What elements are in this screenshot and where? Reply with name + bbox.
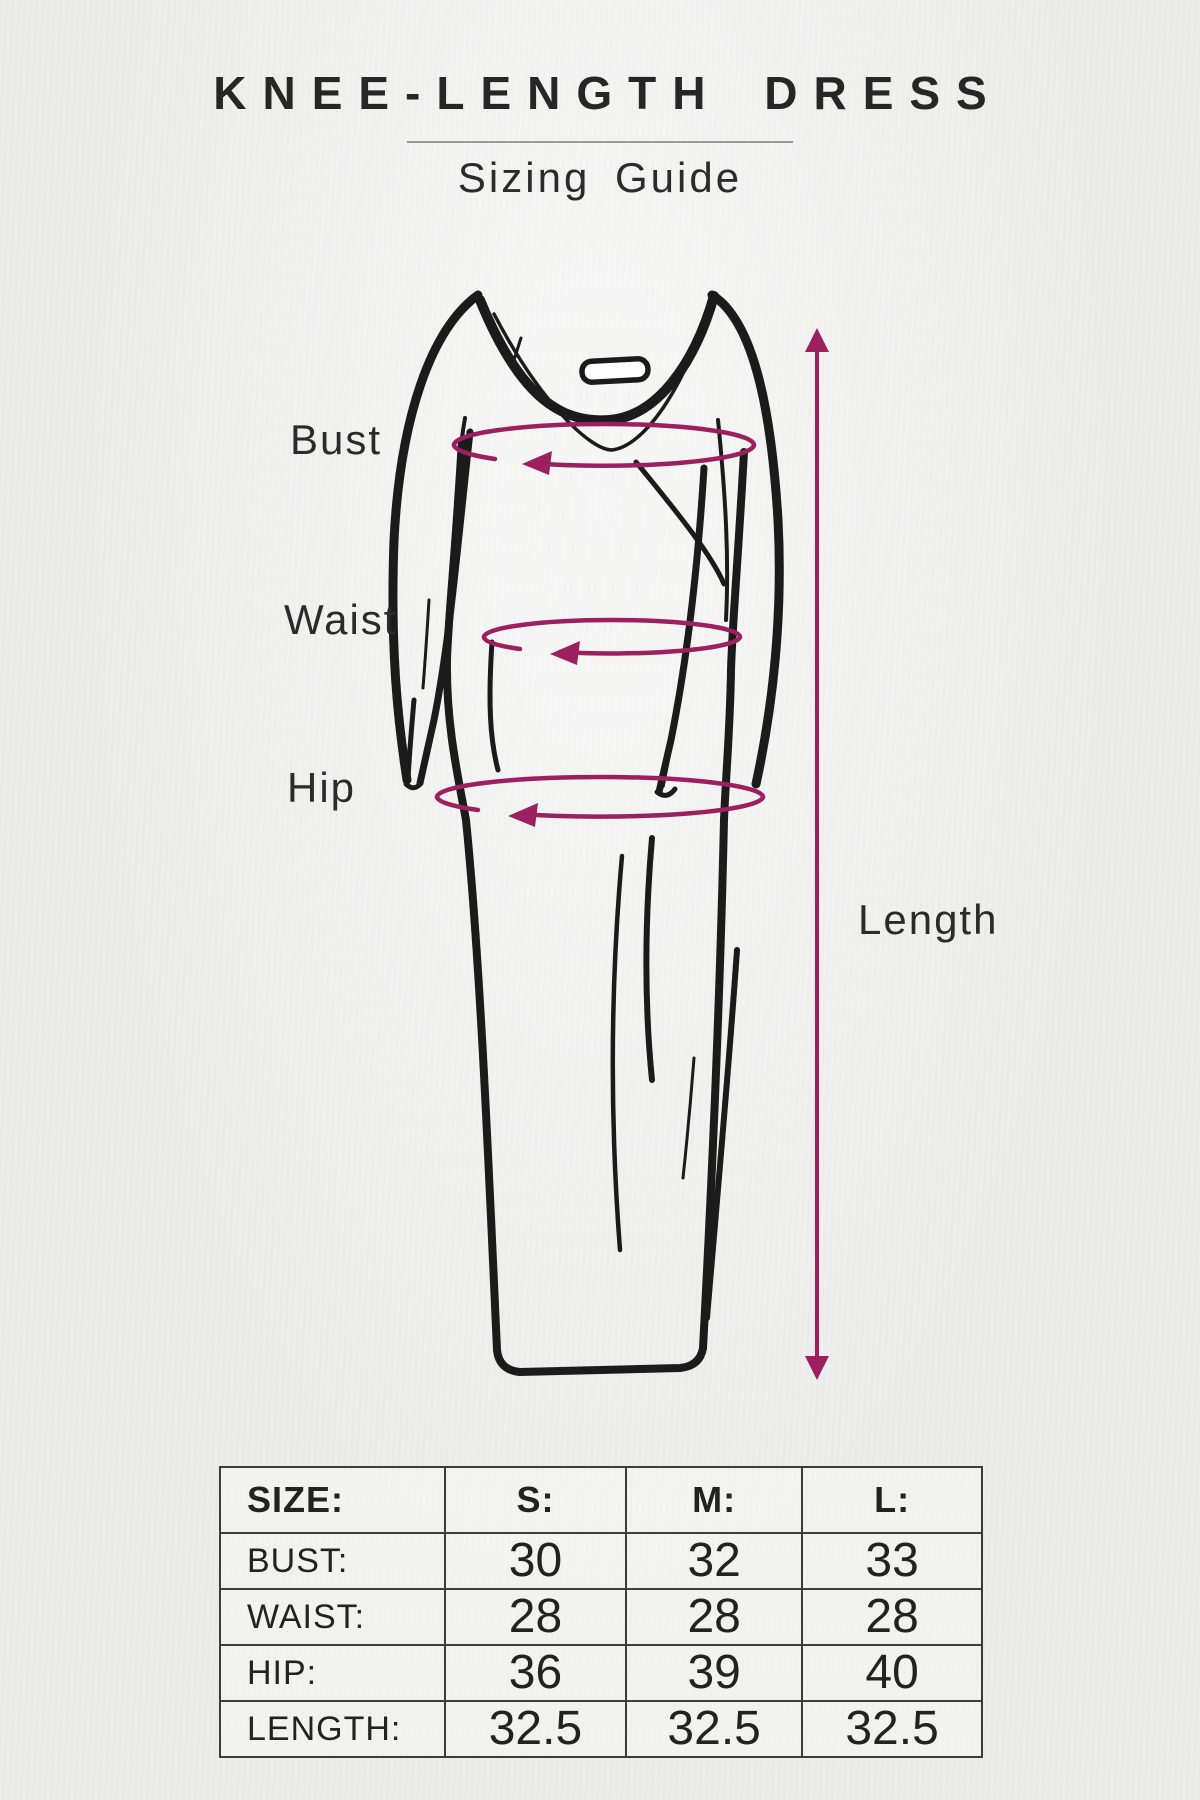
row-label-bust: BUST: <box>220 1533 445 1589</box>
bust-m-value: 32 <box>626 1533 802 1589</box>
waist-label: Waist <box>284 596 398 643</box>
row-label-length: LENGTH: <box>220 1701 445 1757</box>
hanger-tab <box>581 358 648 382</box>
size-table-header-m: M: <box>626 1467 802 1533</box>
length-m-value: 32.5 <box>626 1701 802 1757</box>
row-label-hip: HIP: <box>220 1645 445 1701</box>
hip-m-value: 39 <box>626 1645 802 1701</box>
waist-l-value: 28 <box>802 1589 982 1645</box>
table-row-waist <box>220 1589 982 1645</box>
size-table <box>219 1466 983 1758</box>
table-row-length <box>220 1701 982 1757</box>
size-table-header-l: L: <box>802 1467 982 1533</box>
size-table-header-size: SIZE: <box>220 1467 445 1533</box>
bust-l-value: 33 <box>802 1533 982 1589</box>
waist-s-value: 28 <box>445 1589 626 1645</box>
hip-s-value: 36 <box>445 1645 626 1701</box>
page-title: KNEE-LENGTH DRESS <box>213 67 1003 119</box>
bust-label: Bust <box>290 416 383 463</box>
waist-m-value: 28 <box>626 1589 802 1645</box>
row-label-waist: WAIST: <box>220 1589 445 1645</box>
table-row-hip <box>220 1645 982 1701</box>
length-measure-arrow <box>805 328 829 1380</box>
table-row-bust <box>220 1533 982 1589</box>
hip-measure-arrow <box>437 777 763 827</box>
bust-s-value: 30 <box>445 1533 626 1589</box>
hip-label: Hip <box>287 764 357 811</box>
length-s-value: 32.5 <box>445 1701 626 1757</box>
size-table-header-row <box>220 1467 982 1533</box>
waist-measure-arrow <box>484 620 740 665</box>
length-l-value: 32.5 <box>802 1701 982 1757</box>
size-table-header-s: S: <box>445 1467 626 1533</box>
page-subtitle: Sizing Guide <box>457 154 743 201</box>
length-label: Length <box>858 896 999 943</box>
hip-l-value: 40 <box>802 1645 982 1701</box>
